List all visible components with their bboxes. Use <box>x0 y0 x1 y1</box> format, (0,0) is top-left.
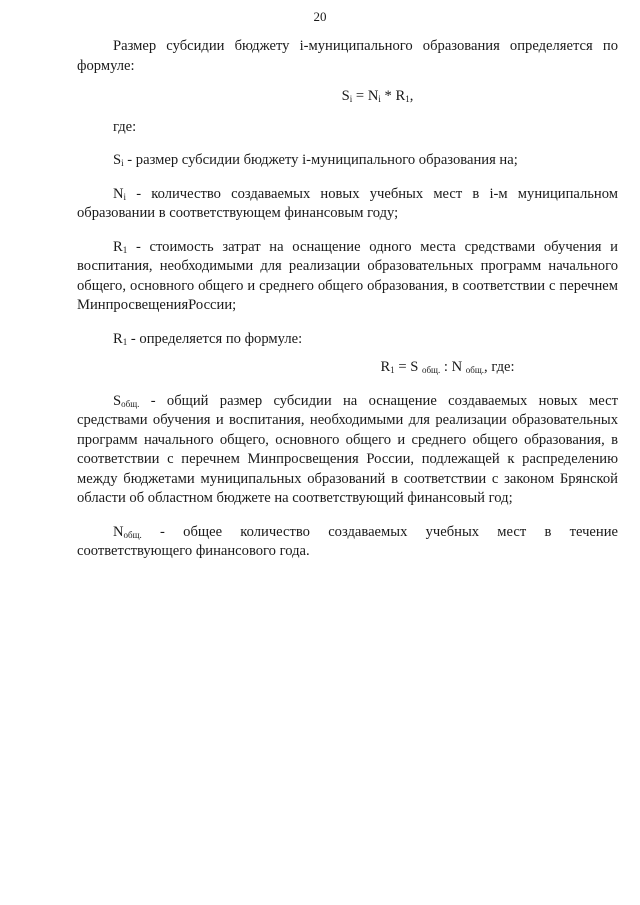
definition-n-obsh: $N_{общ.}$ - общее количество создаваемых учебных мест в течение соответствующего финансового года. <box>77 523 618 559</box>
intro-paragraph: Размер субсидии бюджету i-муниципального образования определяется по формуле: <box>77 38 618 74</box>
page-number: 20 <box>313 9 327 24</box>
formula-r1: $R_1 = S$ $_{общ.}$ : N $_{общ.}$, где: <box>380 359 515 375</box>
definition-ni: $N_i$ - количество создаваемых новых учебных мест в i-м муниципальном образовании в соответствующем финансовым году; <box>77 185 618 221</box>
formula-subsidy: $S_i = N_i * R_1$, <box>341 88 414 104</box>
definition-r1-formula-intro: $R_1$ - определяется по формуле: <box>113 330 303 347</box>
definition-r1: $R_1$ - стоимость затрат на оснащение одного места средствами обучения и воспитания, необходимыми для реализации образовательных программ начального общего, основного общего и среднего общего образования, в соответствии с перечнем МинпросвещенияРоссии; <box>77 238 618 313</box>
where-label: где: <box>113 118 137 135</box>
definition-si: $S_i$ - размер субсидии бюджету i-муниципального образования на; <box>113 152 518 168</box>
document-body <box>77 37 618 562</box>
definition-s-obsh: $S_{общ.}$ - общий размер субсидии на оснащение создаваемых новых мест средствами обучения и воспитания, необходимыми для реализации образовательных программ начального общего, основного общего и среднего общего образования, в соответствии с перечнем Минпросвещения России, подлежащей к распределению между бюджетами муниципальных образований в соответствии с законом Брянской области об областном бюджете на соответствующий финансовый год; <box>77 392 618 506</box>
